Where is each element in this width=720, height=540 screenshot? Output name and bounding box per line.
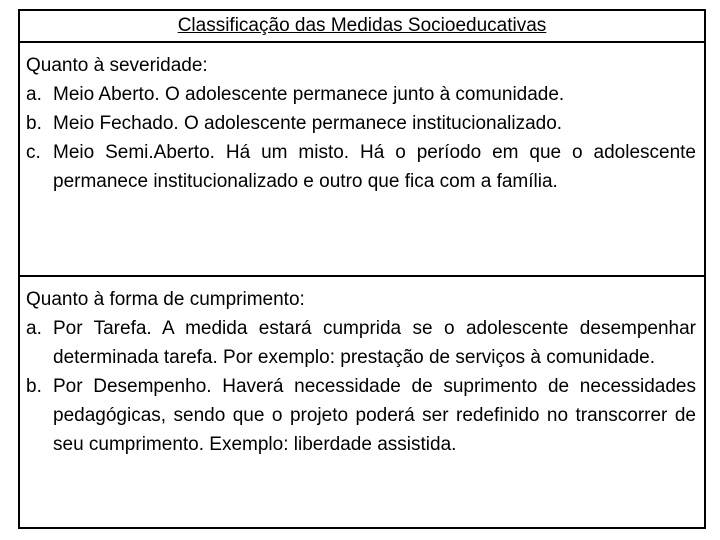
compliance-item-a <box>26 314 696 372</box>
compliance-section <box>20 277 704 527</box>
severity-section <box>20 43 704 277</box>
list-item-text: Meio Semi.Aberto. Há um misto. Há o período em que o adolescente permanece institucionalizado e outro que fica com a família. <box>53 142 696 192</box>
table-title: Classificação das Medidas Socioeducativas <box>177 15 547 36</box>
severity-list <box>26 80 696 196</box>
severity-item-a <box>26 80 696 109</box>
table-title-row <box>20 11 704 43</box>
list-marker: a. <box>26 318 42 339</box>
list-item-text: Por Desempenho. Haverá necessidade de suprimento de necessidades pedagógicas, sendo que o projeto poderá ser redefinido no transcorrer de seu cumprimento. Exemplo: liberdade assistida. <box>53 376 696 455</box>
severity-heading: Quanto à severidade: <box>26 55 208 76</box>
severity-item-c <box>26 138 696 196</box>
list-item-text: Por Tarefa. A medida estará cumprida se o adolescente desempenhar determinada tarefa. Por exemplo: prestação de serviços à comunidade. <box>53 318 696 368</box>
list-marker: b. <box>26 376 42 397</box>
list-marker: a. <box>26 84 42 105</box>
list-marker: c. <box>26 142 41 163</box>
severity-item-b <box>26 109 696 138</box>
classification-table <box>18 9 706 529</box>
compliance-heading: Quanto à forma de cumprimento: <box>26 289 305 310</box>
compliance-list <box>26 314 696 459</box>
compliance-item-b <box>26 372 696 459</box>
list-item-text: Meio Aberto. O adolescente permanece junto à comunidade. <box>53 84 565 105</box>
list-marker: b. <box>26 113 42 134</box>
list-item-text: Meio Fechado. O adolescente permanece institucionalizado. <box>53 113 563 134</box>
